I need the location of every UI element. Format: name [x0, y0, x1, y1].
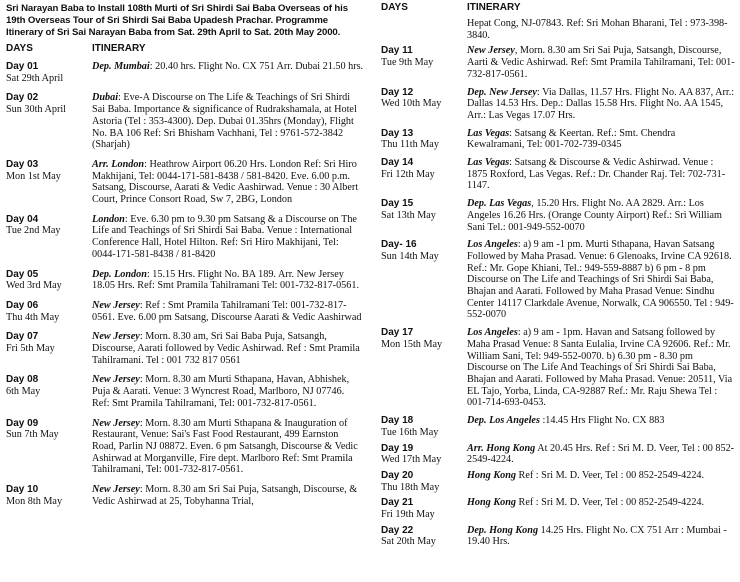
itinerary-entry [6, 484, 364, 507]
day-number: Day 07 [6, 331, 39, 343]
location: Hong Kong [467, 497, 516, 509]
day-cell [6, 418, 92, 477]
continuation-text: Hepat Cong, NJ-07843. Ref: Sri Mohan Bharani, Tel : 973-398-3840. [467, 18, 728, 41]
day-number: Day 01 [6, 61, 39, 72]
itinerary-text [467, 470, 735, 493]
itinerary-entry [381, 327, 735, 409]
location: Dep. Hong Kong [467, 524, 539, 536]
details: : Via Dallas, 11.57 Hrs. Flight No. AA 837, Arr.: Dallas 14.53 Hrs. Dep.: Dallas 15.58 Hrs. Flight No. AA 1545, Arr.: Las Vegas 17.07 Hrs. [467, 86, 735, 121]
itinerary-text [92, 484, 364, 507]
location: New Jersey [92, 484, 140, 496]
itinerary-entry [381, 443, 735, 466]
itinerary-text [92, 300, 364, 323]
right-column-headings [381, 2, 735, 16]
day-date: Wed 17th May [381, 454, 442, 466]
itinerary-entry [6, 214, 364, 261]
day-date: Sun 30th April [6, 104, 67, 116]
days-heading: DAYS [381, 2, 408, 13]
day-cell [381, 157, 467, 192]
day-date: Tue 2nd May [6, 225, 61, 237]
day-number: Day 11 [381, 45, 413, 57]
day-cell [381, 128, 467, 151]
day-number: Day 21 [381, 497, 414, 509]
day-date: Wed 10th May [381, 98, 442, 110]
location: New Jersey [92, 417, 140, 429]
day-date: Mon 1st May [6, 170, 61, 182]
left-column [6, 0, 364, 508]
days-heading: DAYS [6, 43, 33, 54]
itinerary-text [92, 374, 364, 409]
itinerary-entry [381, 128, 735, 151]
location: Las Vegas [467, 157, 510, 169]
day-number: Day 18 [381, 415, 414, 427]
day-number: Day 13 [381, 127, 414, 139]
itinerary-text [467, 87, 735, 122]
day-cell [381, 497, 467, 520]
itinerary-entry [381, 198, 735, 233]
itinerary-text [467, 45, 735, 80]
itinerary-text [92, 214, 364, 261]
itinerary-entry [381, 497, 735, 520]
day-cell [381, 239, 467, 321]
details: At 20.45 Hrs. Ref : Sri M. D. Veer, Tel : 00 852-2549-4224. [467, 442, 735, 466]
details: : Satsang & Keertan. Ref.: Smt. Chendra Kewalramani, Tel: 001-702-739-0345 [467, 127, 676, 151]
location: London [92, 213, 125, 225]
day-date: Sat 13th May [381, 209, 436, 221]
day-cell [6, 159, 92, 206]
day-cell [6, 61, 92, 84]
details: : Eve-A Discourse on The Life & Teachings of Sri Shirdi Sai Baba. Importance & significance of Rudrakshamala, at Hotel Astoria (Tel : 353-4300). Dep. Dubai 01.35hrs (Monday), Flight No. BA 106 Ref: Sri Bhisham Vachhani, Tel : 9761-572-3842 (Sharjah) [92, 92, 357, 151]
day-number: Day 14 [381, 157, 414, 169]
details: : a) 9 am -1 pm. Murti Sthapana, Havan Satsang Followed by Maha Prasad. Venue: 6 Glenoaks, Irvine CA 92618. Ref.: Mr. Gope Khiani, Tel.: 949-559-8887 b) 6 pm - 8 pm Discourse on The Life and Teachings of Sri Shirdi Sai Baba, Bhajan and Aarati. Followed by Maha Prasad Venue: Sindhu Center 14117 Clarkdale Avenue, Norwalk, CA 906550. Tel : 949-552-0070 [467, 239, 734, 321]
day-number: Day 15 [381, 198, 414, 210]
location: New Jersey [92, 374, 140, 386]
itinerary-entry [6, 269, 364, 292]
day-cell [6, 92, 92, 151]
right-column [381, 0, 735, 548]
location: Dubai [92, 92, 119, 104]
location: Las Vegas [467, 127, 510, 139]
details: : Morn. 8.30 am Murti Sthapana, Havan, Abhishek, Puja & Aarati. Venue: 3 Wyncrest Road, Marlboro, NJ 07746. Ref: Smt Pramila Tahilramani, Tel: 001-732-817-0561. [92, 374, 350, 409]
day-number: Day 03 [6, 158, 39, 170]
left-column-headings [6, 43, 364, 57]
day-number: Day- 16 [381, 239, 417, 251]
itinerary-entry [381, 239, 735, 321]
itinerary-text [92, 331, 364, 366]
itinerary-entry [381, 45, 735, 80]
location: New Jersey [92, 299, 140, 311]
details: : Morn. 8.30 am, Sri Sai Baba Puja, Satsangh, Discourse, Aarati followed by Vedic Ashirwad. Ref : Smt Pramila Tahilramani. Tel : 001 732 817 0561 [92, 331, 360, 366]
itinerary-entry [381, 470, 735, 493]
itinerary-text [467, 443, 735, 466]
details: : Eve. 6.30 pm to 9.30 pm Satsang & a Discourse on The Life and Teachings of Sri Shirdi Sai Baba. Venue : International Conference Hall, Hotel Hilton. Ref: Sri Hiro Makhijani, Tel: 0044-171-581-8438 / 81-8420 [92, 213, 357, 260]
itinerary-text [92, 159, 364, 206]
day-date: 6th May [6, 386, 41, 398]
details: Ref : Sri M. D. Veer, Tel : 00 852-2549-4224. [515, 469, 705, 481]
location: Arr. Hong Kong [467, 442, 536, 454]
day-number: Day 12 [381, 86, 414, 98]
itinerary-entry [6, 331, 364, 366]
day-date: Thu 18th May [381, 481, 440, 493]
itinerary-text [92, 92, 364, 151]
day-number: Day 06 [6, 299, 39, 311]
itinerary-text [467, 525, 735, 548]
day-cell [381, 198, 467, 233]
location: Dep. Los Angeles [467, 415, 540, 427]
details: Ref : Sri M. D. Veer, Tel : 00 852-2549-4224. [515, 497, 705, 509]
continuation-entry [381, 18, 735, 41]
itinerary-text [467, 128, 735, 151]
day-number: Day 04 [6, 213, 39, 225]
day-cell [381, 443, 467, 466]
itinerary-entry [381, 87, 735, 122]
day-cell [381, 470, 467, 493]
day-cell [381, 415, 467, 438]
day-date: Sat 20th May [381, 536, 436, 548]
day-cell [381, 327, 467, 409]
itinerary-heading: ITINERARY [467, 2, 521, 13]
location: New Jersey [467, 45, 515, 57]
day-date: Mon 8th May [6, 495, 63, 507]
details: 14.25 Hrs. Flight No. CX 751 Arr : Mumbai - 19.40 Hrs. [467, 524, 727, 548]
details: : Ref : Smt Pramila Tahilramani Tel: 001-732-817-0561. Eve. 6.00 pm Satsang, Discourse Aarati & Vedic Aashirwad [92, 299, 362, 323]
itinerary-text [467, 198, 735, 233]
details: : Morn. 8.30 am Murti Sthapana & Inauguration of Restaurant, Venue: Sai's Fast Food Restaurant, 499 Earnston Road, Parlin NJ 08872. Even. 6 pm Satsangh, Discourse & Vedic Ashirwad at Morganville, Fire dept. Marlboro Ref: Smt Pramila Tahilramani, Tel: 001-732-817-0561. [92, 417, 358, 476]
location: Dep. New Jersey [467, 86, 537, 98]
day-number: Day 10 [6, 484, 39, 496]
day-number: Day 02 [6, 92, 39, 104]
day-cell [381, 87, 467, 122]
day-number: Day 09 [6, 417, 39, 429]
details: : 15.15 Hrs. Flight No. BA 189. Arr. New Jersey 18.05 Hrs. Ref: Smt Pramila Tahilramani Tel: 001-732-817-0561. [92, 268, 359, 292]
day-date: Sun 7th May [6, 429, 59, 441]
day-date: Thu 4th May [6, 311, 60, 323]
details: : Satsang & Discourse & Vedic Ashirwad. Venue : 1875 Roxford, Las Vegas. Ref.: Dr. Chander Raj. Tel: 702-731-1147. [467, 157, 726, 192]
itinerary-text [92, 269, 364, 292]
day-cell [381, 45, 467, 80]
day-date: Sun 14th May [381, 250, 439, 262]
day-date: Mon 15th May [381, 338, 443, 350]
itinerary-text [467, 157, 735, 192]
day-number: Day 20 [381, 469, 414, 481]
details: : Heathrow Airport 06.20 Hrs. London Ref: Sri Hiro Makhijani, Tel: 0044-171-581-8438 / 581-8420. Eve. 6.00 p.m. Satsang, Discourse, Aarati & Vedic Aashirwad. Venue : 30 Albert Court, Prince Consort Road, Sw 7, 2BG, London [92, 158, 359, 206]
day-date: Fri 12th May [381, 168, 435, 180]
day-number: Day 08 [6, 374, 39, 386]
document-header: Sri Narayan Baba to Install 108th Murti of Sri Shirdi Sai Baba Overseas of his 19th Overseas Tour of Sri Shirdi Sai Baba Upadesh Prachar. Programme Itinerary of Sri Sai Narayan Baba from Sat. 29th April to Sat. 20th May 2000. [6, 3, 348, 38]
location: Dep. London [92, 268, 147, 280]
details: : Morn. 8.30 am Sri Sai Puja, Satsangh, Discourse, & Vedic Ashirwad at 25, Tobyhanna Trial, [92, 484, 358, 507]
itinerary-entry [381, 415, 735, 438]
itinerary-entry [6, 374, 364, 409]
location: Arr. London [92, 158, 145, 170]
location: Hong Kong [467, 469, 516, 481]
day-date: Fri 5th May [6, 343, 55, 355]
day-date: Sat 29th April [6, 72, 64, 84]
details: :14.45 Hrs Flight No. CX 883 [539, 415, 665, 427]
itinerary-entry [381, 157, 735, 192]
itinerary-entry [6, 300, 364, 323]
day-number: Day 17 [381, 327, 414, 339]
itinerary-entry [6, 61, 364, 84]
day-date: Fri 19th May [381, 509, 435, 521]
day-cell [6, 374, 92, 409]
day-cell [6, 484, 92, 507]
day-number: Day 19 [381, 442, 414, 454]
itinerary-text [467, 239, 735, 321]
day-cell [381, 525, 467, 548]
itinerary-text [467, 497, 735, 520]
day-cell [6, 300, 92, 323]
day-cell [6, 331, 92, 366]
location: New Jersey [92, 331, 140, 343]
day-cell [6, 214, 92, 261]
details: , Morn. 8.30 am Sri Sai Puja, Satsangh, Discourse, Aarti & Vedic Ashirwad. Ref: Smt Pramila Tahilramani, Tel: 001-732-817-0561. [467, 45, 735, 80]
details: : a) 9 am - 1pm. Havan and Satsang followed by Maha Prasad Venue: 8 Santa Eulalia, Irvine CA 92606. Ref.: Mr. William Sani, Tel: 949-552-0070. b) 6.30 pm - 8.30 pm Discourse on The Life And Teachings of Sri Shirdi Sai Baba, Bhajan and Aarati. Followed by Maha Prasad. Venue: 20511, Via EL Tajo, Yorba, Linda, CA-92887 Ref.: Mr. Raju Shewa Tel : 001-714-693-0453. [467, 327, 733, 409]
day-date: Tue 16th May [381, 426, 439, 438]
itinerary-text [92, 418, 364, 477]
day-number: Day 22 [381, 524, 414, 536]
location: Los Angeles [467, 239, 518, 251]
location: Dep. Las Vegas [467, 198, 532, 210]
itinerary-entry [381, 525, 735, 548]
day-date: Tue 9th May [381, 57, 434, 69]
right-itinerary-list [381, 45, 735, 548]
itinerary-text [467, 415, 735, 438]
location: Los Angeles [467, 327, 518, 339]
day-number: Day 05 [6, 268, 39, 280]
day-date: Wed 3rd May [6, 280, 62, 292]
itinerary-entry [6, 159, 364, 206]
itinerary-text [467, 327, 735, 409]
itinerary-text [92, 61, 364, 84]
details: : 20.40 hrs. Flight No. CX 751 Arr. Dubai 21.50 hrs. [149, 61, 364, 72]
itinerary-heading: ITINERARY [92, 43, 146, 54]
left-itinerary-list [6, 61, 364, 508]
location: Dep. Mumbai [92, 61, 150, 72]
details: , 15.20 Hrs. Flight No. AA 2829. Arr.: Los Angeles 16.26 Hrs. (Orange County Airport) Ref.: Sri William Sani Tel.: 001-949-552-0070 [467, 198, 722, 233]
itinerary-entry [6, 418, 364, 477]
day-date: Thu 11th May [381, 139, 439, 151]
day-cell [6, 269, 92, 292]
itinerary-entry [6, 92, 364, 151]
